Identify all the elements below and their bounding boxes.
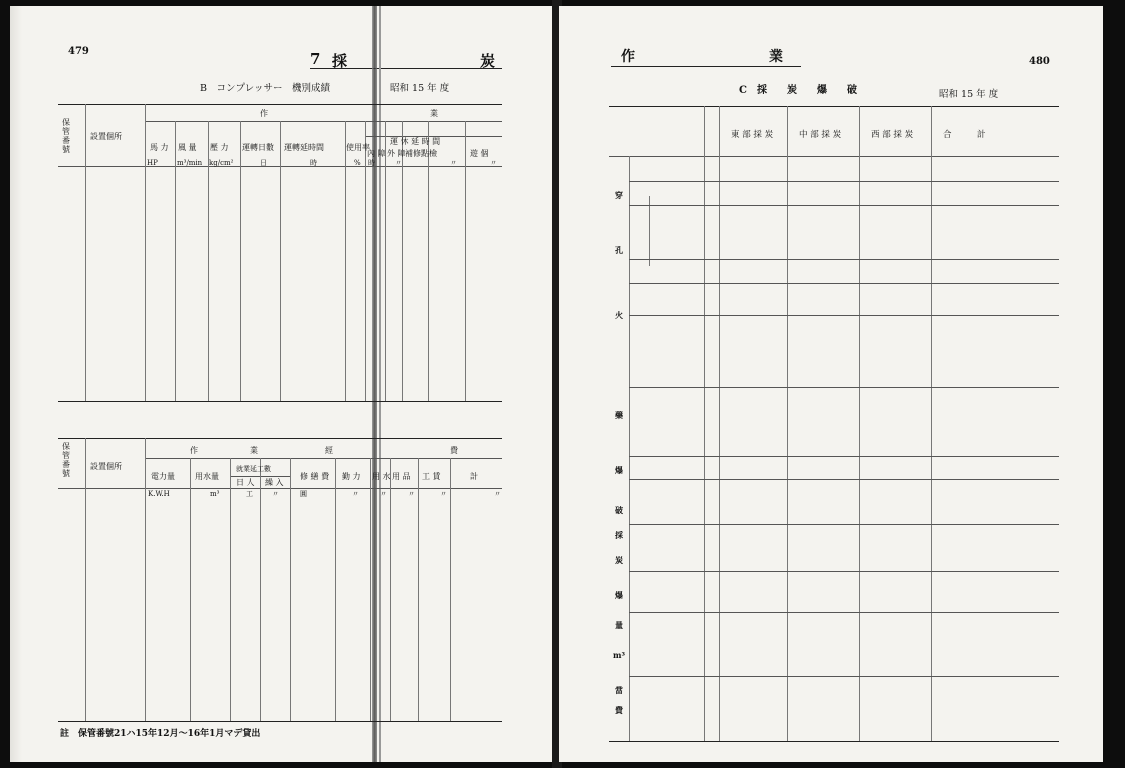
t2-unit-u_power: K.W.H xyxy=(148,490,170,498)
right-page-number: 480 xyxy=(1029,56,1050,67)
row-separator xyxy=(629,524,1059,525)
group-label-tsu: 採 xyxy=(615,530,623,540)
t2-head-repair: 修 繕 費 xyxy=(300,472,330,481)
t2-unit-u_tot: 〃 xyxy=(494,490,501,498)
table-column-line xyxy=(175,121,176,401)
group-label-bakuha: 爆 xyxy=(615,465,623,475)
table-column-line xyxy=(260,458,261,721)
row-separator xyxy=(629,612,1059,613)
left-page-number: 479 xyxy=(68,46,89,57)
table-column-line xyxy=(385,121,386,401)
group-column-line xyxy=(629,156,630,741)
col-head: 東 部 採 炭 xyxy=(731,130,774,140)
page-gutter-shadow xyxy=(372,6,377,762)
t1-unit-u_repair: 〃 xyxy=(450,159,457,167)
t1-head-atsu: 壓 力 xyxy=(210,143,229,152)
t1-head-rate: 使用率 xyxy=(346,143,370,152)
header-rule xyxy=(611,66,801,67)
left-page-edge xyxy=(10,6,22,762)
t2-head-nichi: 日 人 xyxy=(236,478,255,487)
table-column-line xyxy=(290,458,291,721)
table-column-line xyxy=(145,104,146,401)
t2-group-gyo: 業 xyxy=(250,446,258,455)
group-label-tou: 當 xyxy=(615,685,623,695)
row-separator xyxy=(629,387,1059,388)
t1-head-bariki: 馬 力 xyxy=(150,143,169,152)
t1-unit-u_bariki: HP xyxy=(147,159,158,167)
t1-head-repair: 補修點檢 xyxy=(405,149,437,158)
table-column-line xyxy=(787,106,788,741)
col-head: 西 部 採 炭 xyxy=(871,130,914,140)
table2-bottom-rule xyxy=(58,721,502,722)
table-column-line xyxy=(335,458,336,721)
t1-unit-u_fuu: m³/min xyxy=(177,159,203,167)
group-label-m3: m³ xyxy=(613,650,625,660)
table-column-line xyxy=(450,458,451,721)
blasting-table-title: C 採 炭 爆 破 xyxy=(739,85,857,96)
compressor-table-title: B コンプレッサー 機別成績 xyxy=(200,83,331,94)
table-column-line xyxy=(345,121,346,401)
t2-head-labor: 勤 力 xyxy=(342,472,361,481)
table3-top-rule xyxy=(609,106,1059,107)
t2-unit-u_labor: 〃 xyxy=(352,490,359,498)
table-rule xyxy=(58,488,502,489)
t2-unit-u_sup: 〃 xyxy=(408,490,415,498)
table-column-line xyxy=(145,438,146,721)
page-gutter-line xyxy=(379,6,381,762)
t2-head-labor-group: 就業延工數 xyxy=(236,465,271,473)
group-label-saku: 穿 xyxy=(615,190,623,200)
table-column-line xyxy=(465,121,466,401)
table3-header-rule xyxy=(609,156,1059,157)
right-header-left: 作 xyxy=(621,49,635,65)
table-column-line xyxy=(719,106,720,741)
group-label-keihi: 費 xyxy=(615,705,623,715)
row-separator xyxy=(629,571,1059,572)
table-column-line xyxy=(418,458,419,721)
t1-head-gaisho: 外 障 xyxy=(387,149,406,158)
t1-head-fuu: 風 量 xyxy=(178,143,197,152)
row-separator xyxy=(629,205,1059,206)
row-separator xyxy=(629,283,1059,284)
t1-group-gyo: 業 xyxy=(430,109,438,118)
table-column-line xyxy=(230,458,231,721)
table-column-line xyxy=(402,121,403,401)
table-column-line xyxy=(390,458,391,721)
t2-head-water: 用水量 xyxy=(195,472,219,481)
table-column-line xyxy=(190,458,191,721)
chapter-rule xyxy=(310,68,502,69)
t2-head-kou: 繰 入 xyxy=(265,478,284,487)
t1-unit-u_days: 日 xyxy=(260,159,267,167)
t2-head-power: 電力量 xyxy=(151,472,175,481)
t2-unit-u_nichi: 工 xyxy=(246,490,253,498)
group-label-ka: 火 xyxy=(615,310,623,320)
row-separator xyxy=(629,181,1059,182)
t2-unit-u_repair: 圓 xyxy=(300,490,307,498)
group-label-bak: 爆 xyxy=(615,590,623,600)
table3-bottom-rule xyxy=(609,741,1059,742)
t2-unit-u_kou: 〃 xyxy=(272,490,279,498)
blasting-table-year: 昭和 15 年 度 xyxy=(939,89,999,100)
t1-unit-u_naisho: 時 xyxy=(368,159,375,167)
table2-top-rule xyxy=(58,438,502,439)
t1-head-hours: 運轉延時間 xyxy=(284,143,324,152)
footnote: 註 保管番號21ハ15年12月〜16年1月マデ貸出 xyxy=(60,729,261,739)
t2-col-serial: 保管番號 xyxy=(62,442,70,478)
right-page xyxy=(559,6,1103,762)
table-rule xyxy=(145,458,502,459)
group-label-ryoku: 量 xyxy=(615,620,623,630)
group-label-yaku: 藥 xyxy=(615,410,623,420)
table-rule xyxy=(145,121,502,122)
t1-unit-u_atsu: kg/cm² xyxy=(209,159,234,167)
group-label-ha: 破 xyxy=(615,505,623,515)
row-separator xyxy=(629,315,1059,316)
t2-col-location: 設置個所 xyxy=(90,462,122,471)
t1-unit-u_idle: 〃 xyxy=(490,159,497,167)
t1-col-serial: 保管番號 xyxy=(62,118,70,154)
t2-group-op: 作 xyxy=(190,446,198,455)
t2-unit-u_water: m³ xyxy=(210,490,220,498)
subgroup-column-line xyxy=(649,196,650,266)
t2-head-wages: 工 賃 xyxy=(422,472,441,481)
table1-bottom-rule xyxy=(58,401,502,402)
table-column-line xyxy=(428,121,429,401)
t1-unit-u_gaisho: 〃 xyxy=(395,159,402,167)
col-head: 中 部 採 炭 xyxy=(799,130,842,140)
table-column-line xyxy=(85,438,86,721)
table-column-line xyxy=(240,121,241,401)
t1-unit-u_rate: % xyxy=(354,159,361,167)
t1-head-stop: 運 休 延 時 間 xyxy=(390,137,441,146)
table-column-line xyxy=(85,104,86,401)
t2-group-kei: 經 xyxy=(325,446,333,455)
table-column-line xyxy=(931,106,932,741)
col-head: 合 計 xyxy=(943,130,986,140)
t2-head-supplies: 用 品 xyxy=(392,472,411,481)
group-label-tan: 炭 xyxy=(615,555,623,565)
t2-unit-u_wag: 〃 xyxy=(440,490,447,498)
chapter-title-a: 採 xyxy=(332,52,348,70)
t2-unit-u_wc: 〃 xyxy=(380,490,387,498)
left-page xyxy=(10,6,555,762)
right-header-right: 業 xyxy=(769,49,783,65)
row-separator xyxy=(629,259,1059,260)
table-column-line xyxy=(704,106,705,741)
t2-head-total: 計 xyxy=(470,472,478,481)
t1-group-op: 作 xyxy=(260,109,268,118)
chapter-number: 7 xyxy=(310,50,321,68)
table-column-line xyxy=(859,106,860,741)
t1-unit-u_hours: 時 xyxy=(310,159,317,167)
row-separator xyxy=(629,479,1059,480)
t1-head-days: 運轉日數 xyxy=(242,143,274,152)
t2-head-water-cost: 用 水 xyxy=(372,472,391,481)
compressor-table-year: 昭和 15 年 度 xyxy=(390,83,450,94)
table1-top-rule xyxy=(58,104,502,105)
t1-head-idle: 遊 個 xyxy=(470,149,489,158)
table-column-line xyxy=(280,121,281,401)
row-separator xyxy=(629,676,1059,677)
table-column-line xyxy=(365,121,366,401)
row-separator xyxy=(629,456,1059,457)
chapter-title-b: 炭 xyxy=(480,52,496,70)
t1-col-location: 設置個所 xyxy=(90,132,122,141)
t2-group-hi: 費 xyxy=(450,446,458,455)
t1-head-naisho: 內 障 xyxy=(367,149,386,158)
table-column-line xyxy=(370,458,371,721)
group-label-kou: 孔 xyxy=(615,245,623,255)
